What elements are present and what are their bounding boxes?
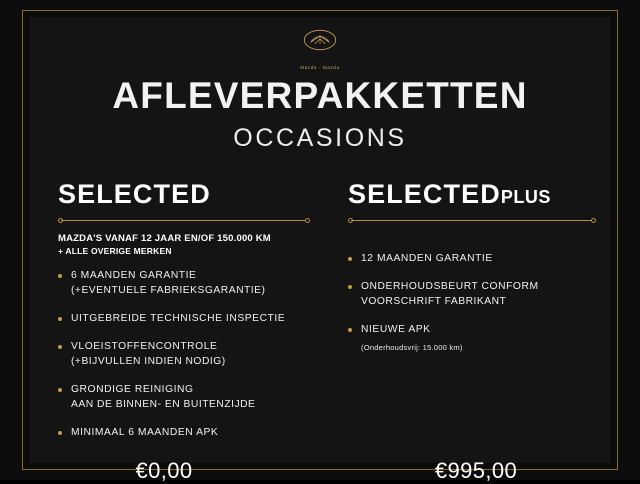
feature-text: MINIMAAL 6 MAANDEN APK (71, 426, 219, 438)
feature-fineprint: (Onderhoudsvrij: 15.000 km) (361, 342, 463, 352)
logo-subtext: Mazda - Mazda (300, 65, 340, 70)
eligibility-note-line-1: MAZDA'S VANAF 12 JAAR EN/OF 150.000 KM (58, 233, 271, 244)
mazda-emblem-icon (303, 29, 337, 51)
page-subtitle: OCCASIONS (233, 124, 407, 152)
feature-subtext: (+BIJVULLEN INDIEN NODIG) (71, 355, 226, 367)
bullet-icon (348, 257, 352, 261)
bullet-icon (58, 345, 62, 349)
list-item (348, 323, 596, 353)
list-item (58, 269, 310, 299)
package-name: SELECTED (348, 179, 501, 209)
package-selected-plus (320, 181, 596, 454)
feature-list-selected (58, 269, 310, 440)
divider-line (351, 220, 593, 221)
brand-logo (44, 23, 596, 75)
package-columns (44, 181, 596, 454)
feature-text: GRONDIGE REINIGING (71, 383, 194, 395)
bullet-icon (348, 328, 352, 332)
list-item (58, 426, 310, 441)
list-item (58, 312, 310, 327)
package-name: SELECTED (58, 179, 211, 209)
bullet-icon (58, 274, 62, 278)
list-item (348, 252, 596, 267)
package-title-selected (58, 181, 310, 208)
package-selected (44, 181, 320, 454)
list-item (348, 280, 596, 310)
divider-dot-right (591, 218, 596, 223)
mazda-logo-icon (298, 27, 342, 71)
bullet-icon (58, 317, 62, 321)
price-selected-plus: €995,00 (434, 457, 518, 483)
feature-text: VLOEISTOFFENCONTROLE (71, 341, 218, 353)
poster-content (30, 17, 610, 483)
feature-text: 6 MAANDEN GARANTIE (71, 270, 197, 282)
eligibility-note-line-2: + ALLE OVERIGE MERKEN (58, 245, 172, 256)
bullet-icon (58, 388, 62, 392)
price-selected: €0,00 (135, 457, 193, 483)
divider-selected (58, 216, 310, 226)
bullet-icon (58, 431, 62, 435)
list-item (58, 383, 310, 413)
feature-subtext: AAN DE BINNEN- EN BUITENZIJDE (71, 398, 256, 410)
feature-list-selected-plus (348, 252, 596, 353)
feature-text: UITGEBREIDE TECHNISCHE INSPECTIE (71, 313, 286, 325)
feature-text: NIEUWE APK (361, 323, 431, 335)
package-title-selected-plus (348, 181, 596, 208)
feature-text: ONDERHOUDSBEURT CONFORM (361, 280, 539, 292)
eligibility-note (58, 233, 310, 257)
package-name-suffix: PLUS (500, 187, 551, 207)
bullet-icon (348, 285, 352, 289)
feature-subtext: VOORSCHRIFT FABRIKANT (361, 295, 507, 307)
divider-line (61, 220, 307, 221)
divider-dot-right (305, 218, 310, 223)
list-item (58, 340, 310, 370)
feature-subtext: (+EVENTUELE FABRIEKSGARANTIE) (71, 285, 266, 297)
feature-text: 12 MAANDEN GARANTIE (361, 253, 493, 264)
page-title: AFLEVERPAKKETTEN (112, 75, 528, 116)
divider-selected-plus (348, 216, 596, 226)
